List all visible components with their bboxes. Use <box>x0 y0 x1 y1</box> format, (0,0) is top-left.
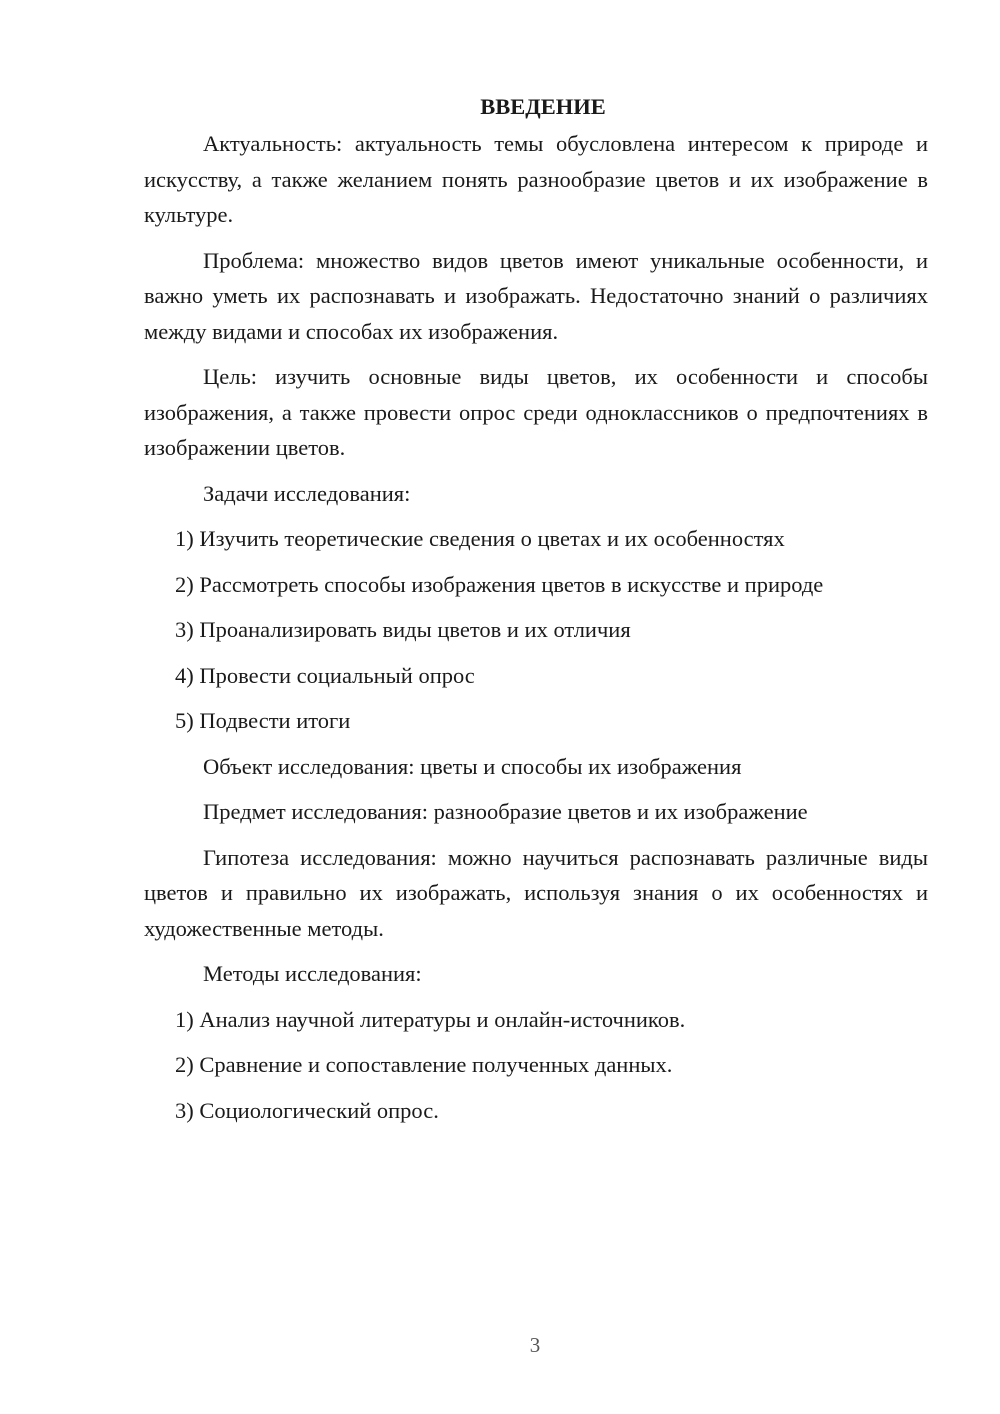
methods-list <box>144 1002 928 1129</box>
tasks-list <box>144 521 928 739</box>
goal-paragraph: Цель: изучить основные виды цветов, их особенности и способы изображения, а также провести опрос среди одноклассников о предпочтениях в изображении цветов. <box>144 364 928 460</box>
problem-paragraph: Проблема: множество видов цветов имеют уникальные особенности, и важно уметь их распознавать и изображать. Недостаточно знаний о различиях между видами и способах их изображения. <box>144 247 928 344</box>
task-item: 3) Проанализировать виды цветов и их отличия <box>175 617 631 642</box>
task-item: 1) Изучить теоретические сведения о цветах и их особенностях <box>175 526 785 551</box>
page-number: 3 <box>529 1333 541 1357</box>
tasks-heading: Задачи исследования: <box>203 480 411 506</box>
relevance-paragraph: Актуальность: актуальность темы обусловлена интересом к природе и искусству, а также желанием понять разнообразие цветов и их изображение в культуре. <box>144 131 928 227</box>
method-item: 3) Социологический опрос. <box>175 1097 439 1123</box>
subject-paragraph: Предмет исследования: разнообразие цветов и их изображение <box>203 799 808 824</box>
task-item: 4) Провести социальный опрос <box>175 662 475 688</box>
methods-heading: Методы исследования: <box>203 961 422 986</box>
hypothesis-paragraph: Гипотеза исследования: можно научиться распознавать различные виды цветов и правильно их изображать, используя знания о их особенностях и художественные методы. <box>144 844 928 941</box>
page-title: ВВЕДЕНИЕ <box>480 94 606 119</box>
object-paragraph: Объект исследования: цветы и способы их изображения <box>203 753 742 779</box>
task-item: 5) Подвести итоги <box>175 708 351 733</box>
document-page <box>144 92 928 1138</box>
task-item: 2) Рассмотреть способы изображения цветов в искусстве и природе <box>175 571 824 597</box>
method-item: 2) Сравнение и сопоставление полученных данных. <box>175 1052 673 1077</box>
method-item: 1) Анализ научной литературы и онлайн-источников. <box>175 1006 686 1032</box>
